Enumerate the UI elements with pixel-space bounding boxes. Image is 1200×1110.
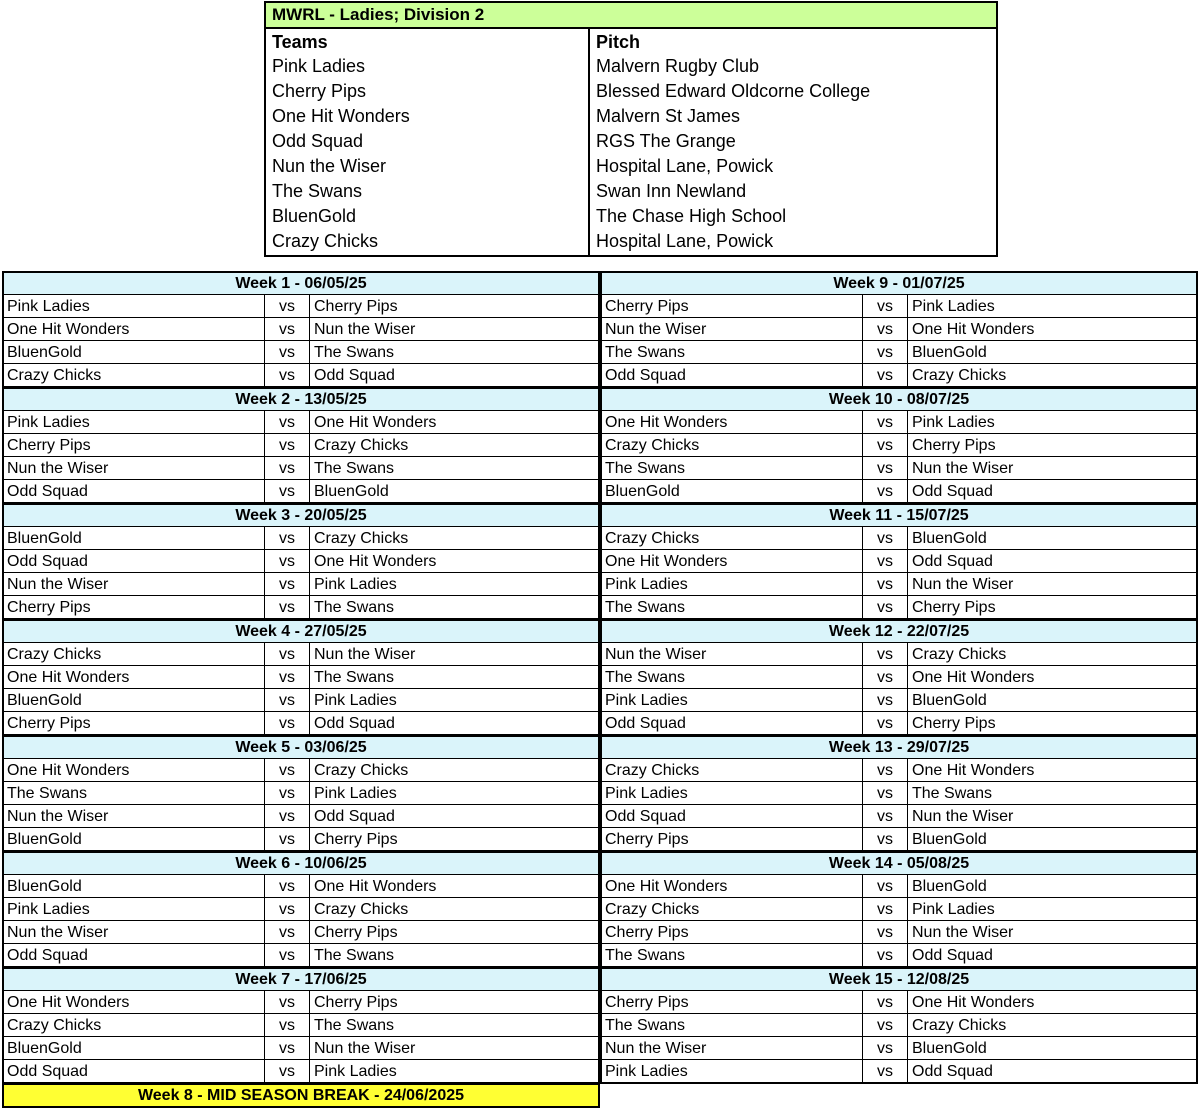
week-header: Week 7 - 17/06/25 [4,969,598,991]
vs-label: vs [264,596,310,619]
match-row [602,480,1196,503]
home-team: BluenGold [7,878,82,895]
week-header: Week 11 - 15/07/25 [602,505,1196,527]
vs-label: vs [264,527,310,549]
away-team: Odd Squad [314,715,395,732]
vs-label: vs [862,828,908,851]
match-row [4,1060,598,1083]
home-team: The Swans [7,785,88,802]
away-team: Cherry Pips [912,437,996,454]
week-block [600,851,1198,968]
vs-label: vs [862,341,908,363]
home-team: Cherry Pips [605,298,689,315]
match-row [4,457,598,480]
match-row [4,921,598,944]
home-team: One Hit Wonders [605,553,728,570]
mid-season-break-banner: Week 8 - MID SEASON BREAK - 24/06/2025 [2,1083,600,1108]
home-team: The Swans [605,599,686,616]
pitch-column [590,29,996,255]
away-team: Odd Squad [314,367,395,384]
away-team: Pink Ladies [314,576,397,593]
home-team: Nun the Wiser [7,924,109,941]
pitch-header: Pitch [596,32,641,52]
vs-label: vs [862,1014,908,1036]
vs-label: vs [862,573,908,595]
week-header: Week 9 - 01/07/25 [602,273,1196,295]
team-name: Odd Squad [272,131,364,151]
home-team: One Hit Wonders [7,321,130,338]
vs-label: vs [862,318,908,340]
away-team: Pink Ladies [314,785,397,802]
week-block [2,851,600,968]
home-team: Crazy Chicks [7,1017,102,1034]
away-team: The Swans [314,669,395,686]
vs-label: vs [264,295,310,317]
week-header: Week 14 - 05/08/25 [602,853,1196,875]
home-team: Cherry Pips [7,437,91,454]
match-row [602,1014,1196,1037]
week-block [2,271,600,388]
week-block [2,967,600,1084]
vs-label: vs [264,805,310,827]
away-team: Crazy Chicks [314,762,409,779]
team-name: Cherry Pips [272,81,367,101]
match-row [602,921,1196,944]
match-row [4,712,598,735]
match-row [602,341,1196,364]
match-row [602,527,1196,550]
week-block [600,387,1198,504]
week-header: Week 5 - 03/06/25 [4,737,598,759]
match-row [602,689,1196,712]
away-team: Pink Ladies [912,298,995,315]
away-team: One Hit Wonders [912,321,1035,338]
team-name: BluenGold [272,206,357,226]
week-block [2,619,600,736]
vs-label: vs [862,666,908,688]
vs-label: vs [862,898,908,920]
division-title: MWRL - Ladies; Division 2 [266,3,996,29]
vs-label: vs [862,991,908,1013]
match-row [602,434,1196,457]
vs-label: vs [862,550,908,572]
home-team: BluenGold [7,344,82,361]
pitch-name: RGS The Grange [596,131,736,151]
match-row [602,805,1196,828]
match-row [4,805,598,828]
away-team: Pink Ladies [314,692,397,709]
vs-label: vs [862,364,908,387]
away-team: One Hit Wonders [314,553,437,570]
away-team: Pink Ladies [912,901,995,918]
away-team: Nun the Wiser [912,808,1014,825]
away-team: Nun the Wiser [314,1040,416,1057]
away-team: One Hit Wonders [314,414,437,431]
match-row [4,944,598,967]
vs-label: vs [264,318,310,340]
away-team: Odd Squad [912,553,993,570]
home-team: Odd Squad [7,483,88,500]
week-block [600,735,1198,852]
vs-label: vs [264,666,310,688]
week-header: Week 13 - 29/07/25 [602,737,1196,759]
match-row [602,364,1196,387]
match-row [4,573,598,596]
home-team: Odd Squad [605,367,686,384]
home-team: Cherry Pips [605,831,689,848]
home-team: Nun the Wiser [7,576,109,593]
home-team: The Swans [605,460,686,477]
vs-label: vs [264,457,310,479]
home-team: One Hit Wonders [7,762,130,779]
match-row [4,898,598,921]
home-team: BluenGold [7,692,82,709]
home-team: The Swans [605,1017,686,1034]
match-row [602,643,1196,666]
home-team: BluenGold [7,831,82,848]
home-team: Pink Ladies [605,785,688,802]
vs-label: vs [862,411,908,433]
away-team: Crazy Chicks [314,437,409,454]
match-row [602,457,1196,480]
home-team: Pink Ladies [605,576,688,593]
match-row [4,875,598,898]
week-header: Week 2 - 13/05/25 [4,389,598,411]
away-team: BluenGold [912,530,987,547]
week-header: Week 6 - 10/06/25 [4,853,598,875]
home-team: The Swans [605,344,686,361]
home-team: Pink Ladies [7,414,90,431]
away-team: Cherry Pips [314,924,398,941]
vs-label: vs [264,434,310,456]
home-team: Odd Squad [7,947,88,964]
vs-label: vs [264,364,310,387]
match-row [602,828,1196,851]
home-team: Pink Ladies [605,692,688,709]
vs-label: vs [264,550,310,572]
away-team: Nun the Wiser [912,576,1014,593]
match-row [4,666,598,689]
vs-label: vs [264,480,310,503]
away-team: The Swans [314,1017,395,1034]
home-team: BluenGold [605,483,680,500]
away-team: One Hit Wonders [912,762,1035,779]
pitch-name: Hospital Lane, Powick [596,156,774,176]
match-row [4,480,598,503]
match-row [4,364,598,387]
week-block [600,619,1198,736]
team-name: Crazy Chicks [272,231,379,251]
week-block [2,735,600,852]
home-team: Crazy Chicks [7,646,102,663]
teams-pitch-table [264,1,998,257]
match-row [602,782,1196,805]
home-team: Crazy Chicks [605,437,700,454]
away-team: One Hit Wonders [314,878,437,895]
match-row [4,1037,598,1060]
vs-label: vs [862,759,908,781]
match-row [602,550,1196,573]
away-team: Cherry Pips [912,715,996,732]
vs-label: vs [862,1060,908,1083]
match-row [4,295,598,318]
away-team: Odd Squad [912,947,993,964]
week-block [2,387,600,504]
away-team: Nun the Wiser [314,321,416,338]
vs-label: vs [862,643,908,665]
home-team: Crazy Chicks [605,901,700,918]
home-team: Odd Squad [605,715,686,732]
match-row [602,712,1196,735]
away-team: The Swans [314,599,395,616]
vs-label: vs [264,643,310,665]
home-team: Crazy Chicks [605,530,700,547]
match-row [602,295,1196,318]
team-name: The Swans [272,181,363,201]
away-team: Odd Squad [912,483,993,500]
away-team: Cherry Pips [314,298,398,315]
home-team: Odd Squad [7,553,88,570]
pitch-name: Malvern St James [596,106,741,126]
match-row [602,1060,1196,1083]
pitch-name: Hospital Lane, Powick [596,231,774,251]
match-row [602,1037,1196,1060]
vs-label: vs [264,712,310,735]
vs-label: vs [862,689,908,711]
match-row [4,550,598,573]
home-team: Nun the Wiser [7,460,109,477]
match-row [4,689,598,712]
home-team: The Swans [605,947,686,964]
week-header: Week 15 - 12/08/25 [602,969,1196,991]
vs-label: vs [862,596,908,619]
home-team: Crazy Chicks [605,762,700,779]
pitch-name: The Chase High School [596,206,787,226]
away-team: BluenGold [912,692,987,709]
vs-label: vs [862,921,908,943]
away-team: BluenGold [912,344,987,361]
match-row [602,991,1196,1014]
match-row [4,782,598,805]
vs-label: vs [264,875,310,897]
vs-label: vs [264,1060,310,1083]
vs-label: vs [862,434,908,456]
vs-label: vs [862,875,908,897]
away-team: Nun the Wiser [912,460,1014,477]
match-row [602,411,1196,434]
home-team: Pink Ladies [605,1063,688,1080]
home-team: One Hit Wonders [605,878,728,895]
away-team: The Swans [314,460,395,477]
away-team: Crazy Chicks [912,1017,1007,1034]
home-team: Odd Squad [7,1063,88,1080]
vs-label: vs [264,759,310,781]
home-team: Crazy Chicks [7,367,102,384]
home-team: Nun the Wiser [605,1040,707,1057]
match-row [4,828,598,851]
away-team: BluenGold [912,831,987,848]
teams-header: Teams [272,32,328,52]
away-team: Odd Squad [314,808,395,825]
away-team: The Swans [314,344,395,361]
vs-label: vs [264,782,310,804]
home-team: Pink Ladies [7,298,90,315]
match-row [602,573,1196,596]
home-team: One Hit Wonders [7,669,130,686]
away-team: The Swans [912,785,993,802]
vs-label: vs [264,341,310,363]
pitch-name: Swan Inn Newland [596,181,747,201]
week-header: Week 1 - 06/05/25 [4,273,598,295]
home-team: Nun the Wiser [605,646,707,663]
away-team: Crazy Chicks [314,901,409,918]
match-row [602,596,1196,619]
away-team: Odd Squad [912,1063,993,1080]
home-team: One Hit Wonders [7,994,130,1011]
home-team: The Swans [605,669,686,686]
match-row [4,318,598,341]
fixtures-left-column [2,272,600,1108]
home-team: BluenGold [7,1040,82,1057]
away-team: One Hit Wonders [912,669,1035,686]
vs-label: vs [862,805,908,827]
away-team: Crazy Chicks [912,646,1007,663]
team-name: One Hit Wonders [272,106,410,126]
match-row [4,643,598,666]
match-row [4,527,598,550]
week-block [600,271,1198,388]
away-team: Pink Ladies [314,1063,397,1080]
away-team: One Hit Wonders [912,994,1035,1011]
week-block [2,503,600,620]
match-row [602,875,1196,898]
vs-label: vs [862,527,908,549]
home-team: BluenGold [7,530,82,547]
week-header: Week 3 - 20/05/25 [4,505,598,527]
vs-label: vs [264,689,310,711]
home-team: Cherry Pips [7,599,91,616]
week-block [600,503,1198,620]
teams-column [266,29,590,255]
away-team: Cherry Pips [314,831,398,848]
vs-label: vs [264,898,310,920]
vs-label: vs [264,991,310,1013]
vs-label: vs [862,782,908,804]
match-row [4,411,598,434]
team-name: Nun the Wiser [272,156,387,176]
home-team: Cherry Pips [605,994,689,1011]
vs-label: vs [264,1037,310,1059]
away-team: Crazy Chicks [314,530,409,547]
away-team: The Swans [314,947,395,964]
match-row [4,434,598,457]
pitch-name: Blessed Edward Oldcorne College [596,81,871,101]
home-team: Nun the Wiser [7,808,109,825]
match-row [4,1014,598,1037]
match-row [602,759,1196,782]
vs-label: vs [862,480,908,503]
vs-label: vs [264,944,310,967]
away-team: Cherry Pips [912,599,996,616]
away-team: BluenGold [912,1040,987,1057]
vs-label: vs [862,712,908,735]
week-header: Week 4 - 27/05/25 [4,621,598,643]
match-row [602,898,1196,921]
vs-label: vs [264,921,310,943]
vs-label: vs [862,1037,908,1059]
match-row [4,341,598,364]
week-header: Week 12 - 22/07/25 [602,621,1196,643]
match-row [602,318,1196,341]
vs-label: vs [264,828,310,851]
pitch-name: Malvern Rugby Club [596,56,760,76]
match-row [602,944,1196,967]
home-team: Pink Ladies [7,901,90,918]
away-team: Crazy Chicks [912,367,1007,384]
match-row [602,666,1196,689]
match-row [4,991,598,1014]
vs-label: vs [264,1014,310,1036]
home-team: Cherry Pips [605,924,689,941]
match-row [4,596,598,619]
home-team: Nun the Wiser [605,321,707,338]
home-team: One Hit Wonders [605,414,728,431]
vs-label: vs [862,295,908,317]
away-team: Pink Ladies [912,414,995,431]
away-team: BluenGold [912,878,987,895]
match-row [4,759,598,782]
away-team: Nun the Wiser [314,646,416,663]
week-header: Week 10 - 08/07/25 [602,389,1196,411]
vs-label: vs [862,457,908,479]
vs-label: vs [862,944,908,967]
vs-label: vs [264,573,310,595]
home-team: Odd Squad [605,808,686,825]
away-team: Cherry Pips [314,994,398,1011]
week-block [600,967,1198,1084]
fixtures-right-column [600,272,1198,1084]
team-name: Pink Ladies [272,56,366,76]
away-team: BluenGold [314,483,389,500]
vs-label: vs [264,411,310,433]
home-team: Cherry Pips [7,715,91,732]
away-team: Nun the Wiser [912,924,1014,941]
